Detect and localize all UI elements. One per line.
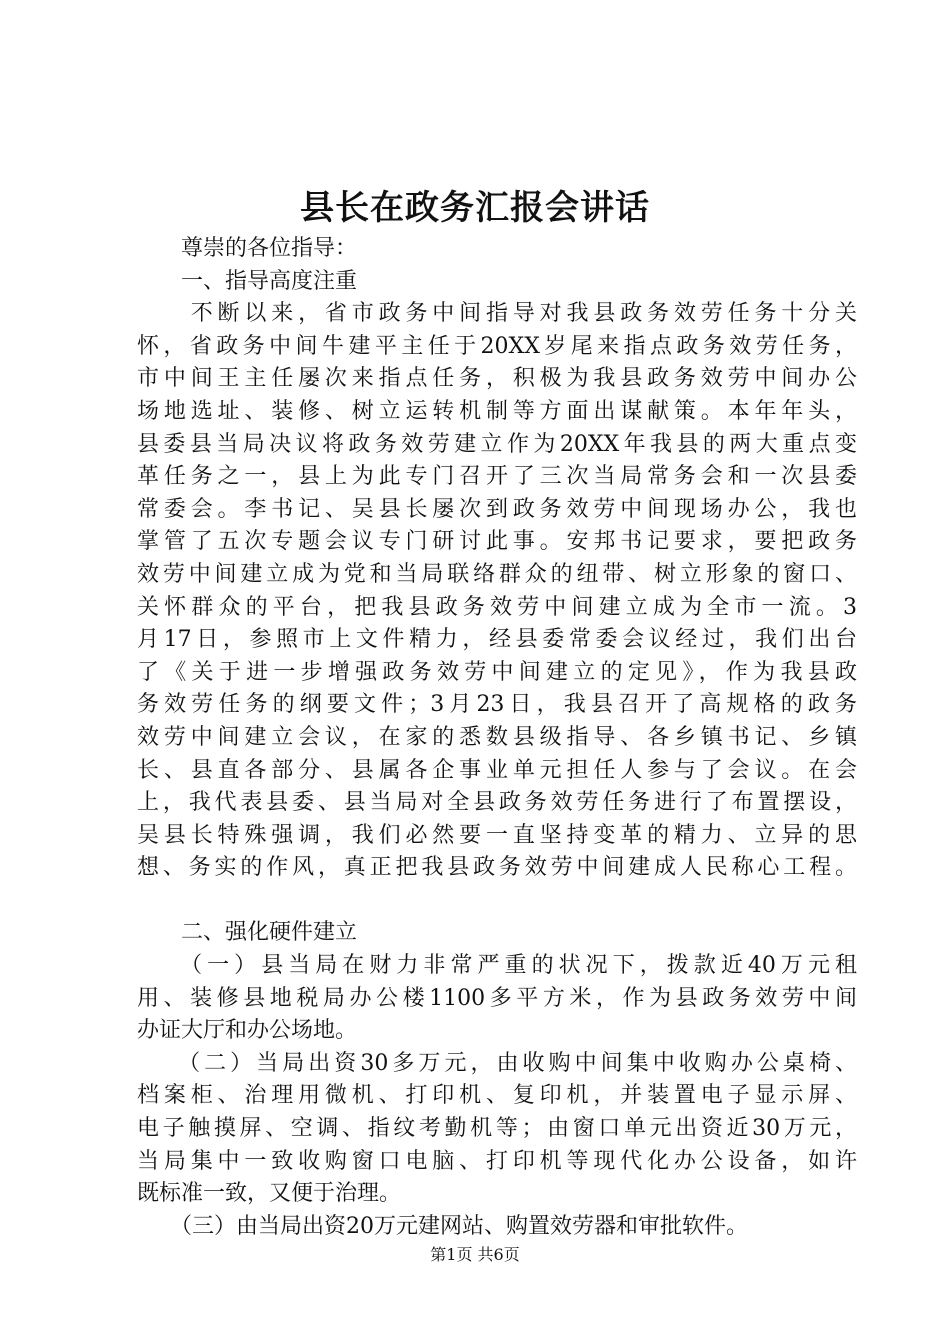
- paragraph-line: 用、装修县地税局办公楼1100多平方米，作为县政务效劳中间: [137, 985, 857, 1011]
- paragraph-line: 怀，省政务中间牛建平主任于20XX岁尾来指点政务效劳任务，: [137, 333, 857, 359]
- paragraph-line: 长、县直各部分、县属各企事业单元担任人参与了会议。在会: [137, 757, 857, 783]
- paragraph-line: 二、强化硬件建立: [137, 920, 358, 946]
- document-body: [137, 233, 857, 1243]
- paragraph-line: 上，我代表县委、县当局对全县政务效劳任务进行了布置摆设，: [137, 790, 857, 816]
- paragraph-line: （二）当局出资30多万元，由收购中间集中收购办公桌椅、: [137, 1050, 857, 1076]
- paragraph-line: （三）由当局出资20万元建网站、购置效劳器和审批软件。: [137, 1213, 748, 1239]
- paragraph-line: 效劳中间建立成为党和当局联络群众的纽带、树立形象的窗口、: [137, 561, 857, 587]
- paragraph-line: 想、务实的作风，真正把我县政务效劳中间建成人民称心工程。: [137, 855, 857, 881]
- paragraph-line: 不断以来，省市政务中间指导对我县政务效劳任务十分关: [137, 301, 857, 327]
- paragraph-line: 吴县长特殊强调，我们必然要一直坚持变革的精力、立异的思: [137, 822, 857, 848]
- paragraph-line: 一、指导高度注重: [137, 268, 358, 294]
- paragraph-line: 效劳中间建立会议，在家的悉数县级指导、各乡镇书记、乡镇: [137, 724, 857, 750]
- paragraph-line: 档案柜、治理用微机、打印机、复印机，并装置电子显示屏、: [137, 1083, 857, 1109]
- paragraph-line: 场地选址、装修、树立运转机制等方面出谋献策。本年年头，: [137, 398, 857, 424]
- paragraph-line: 务效劳任务的纲要文件；3月23日，我县召开了高规格的政务: [137, 692, 857, 718]
- paragraph-line: 了《关于进一步增强政务效劳中间建立的定见》，作为我县政: [137, 659, 857, 685]
- paragraph-line: 当局集中一致收购窗口电脑、打印机等现代化办公设备，如许: [137, 1148, 857, 1174]
- page-footer: 第1页 共6页: [430, 1245, 520, 1264]
- paragraph-line: 革任务之一，县上为此专门召开了三次当局常务会和一次县委: [137, 464, 857, 490]
- paragraph-line: 县委县当局决议将政务效劳建立作为20XX年我县的两大重点变: [137, 431, 857, 457]
- paragraph-line: 既标准一致，又便于治理。: [137, 1181, 402, 1207]
- paragraph-line: （一）县当局在财力非常严重的状况下，拨款近40万元租: [137, 953, 857, 979]
- paragraph-line: 市中间王主任屡次来指点任务，积极为我县政务效劳中间办公: [137, 366, 857, 392]
- paragraph-line: 关怀群众的平台，把我县政务效劳中间建立成为全市一流。3: [137, 594, 857, 620]
- paragraph-line: 掌管了五次专题会议专门研讨此事。安邦书记要求，要把政务: [137, 529, 857, 555]
- blank-line: [137, 885, 857, 918]
- paragraph-line: 常委会。李书记、吴县长屡次到政务效劳中间现场办公，我也: [137, 496, 857, 522]
- paragraph-line: 电子触摸屏、空调、指纹考勤机等；由窗口单元出资近30万元，: [137, 1116, 857, 1142]
- paragraph-line: 月17日，参照市上文件精力，经县委常委会议经过，我们出台: [137, 627, 857, 653]
- paragraph-line: 尊崇的各位指导：: [137, 236, 358, 261]
- paragraph-line: 办证大厅和办公场地。: [137, 1018, 358, 1044]
- document-title: 县长在政务汇报会讲话: [300, 188, 650, 228]
